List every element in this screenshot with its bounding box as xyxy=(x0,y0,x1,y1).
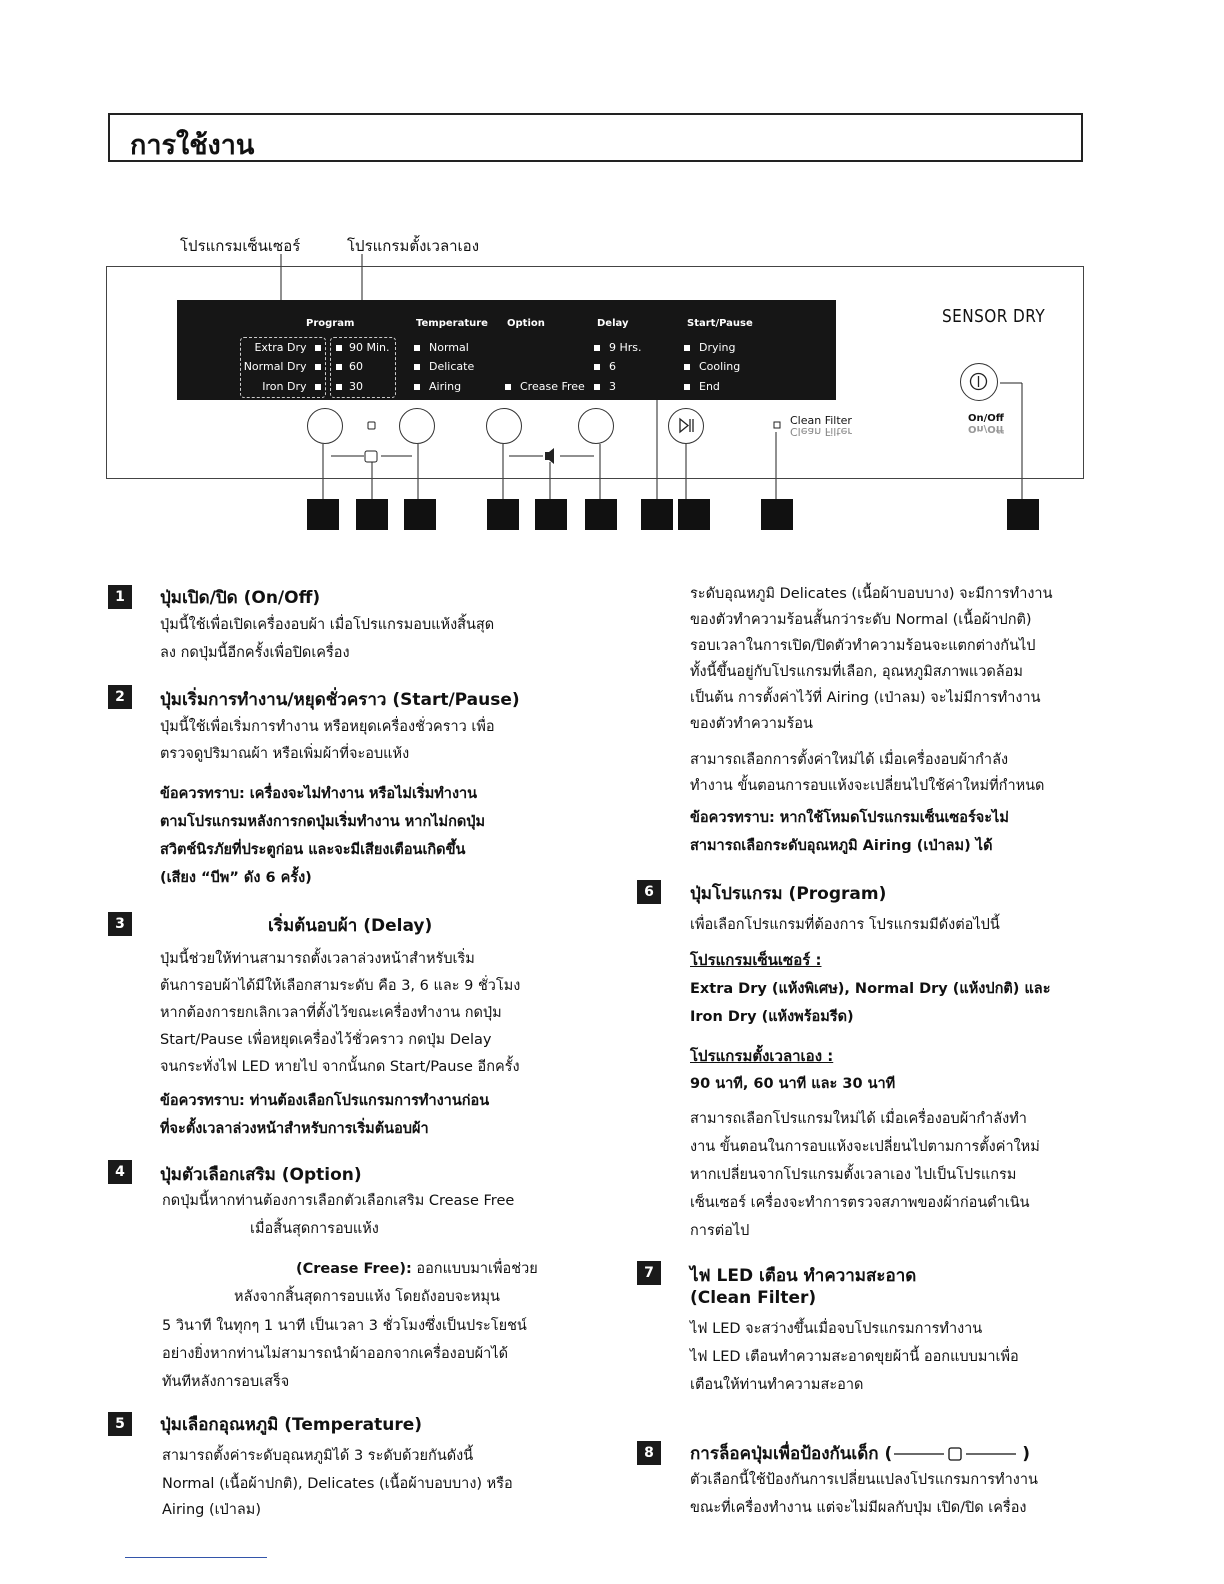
text-line: เป็นต้น การตั้งค่าไว้ที่ Airing (เป่าลม) จะไม่มีการทำงาน xyxy=(690,690,1041,706)
text-line: สามารถเลือกการตั้งค่าใหม่ได้ เมื่อเครื่องอบผ้ากำลัง xyxy=(690,752,1009,768)
program-60: 60 xyxy=(336,360,363,373)
text-line: ตัวเลือกนี้ใช้ป้องกันการเปลี่ยนแปลงโปรแกรมการทำงาน xyxy=(690,1472,1038,1488)
clean-filter-mirror: Clean Filter xyxy=(790,425,852,438)
section-number: 1 xyxy=(108,585,132,609)
header-start-pause: Start/Pause xyxy=(687,318,753,329)
text-line: หากต้องการยกเลิกเวลาที่ตั้งไว้ขณะเครื่องทำงาน กดปุ่ม xyxy=(160,1005,502,1021)
text-line: รอบเวลาในการเปิด/ปิดตัวทำความร้อนจะแตกต่างกันไป xyxy=(690,638,1036,654)
section-title: เริ่มต้นอบผ้า (Delay) xyxy=(268,916,433,936)
temp-normal: Normal xyxy=(414,341,469,354)
note-line: ข้อควรทราบ: หากใช้โหมดโปรแกรมเซ็นเซอร์จะไม่ xyxy=(690,810,1009,826)
text-line: เมื่อสิ้นสุดการอบแห้ง xyxy=(250,1221,379,1237)
text-line: Airing (เป่าลม) xyxy=(162,1502,262,1518)
callout-box xyxy=(307,499,339,530)
text-line: ระดับอุณหภูมิ Delicates (เนื้อผ้าบอบบาง) จะมีการทำงาน xyxy=(690,586,1053,602)
subheading: โปรแกรมตั้งเวลาเอง : xyxy=(690,1047,834,1065)
text-line: ของตัวทำความร้อน xyxy=(690,716,813,732)
text-line: สามารถเลือกโปรแกรมใหม่ได้ เมื่อเครื่องอบผ้ากำลังทำ xyxy=(690,1111,1027,1127)
section-title: ปุ่มเริ่มการทำงาน/หยุดชั่วคราว (Start/Pause) xyxy=(160,690,520,710)
start-pause-button[interactable] xyxy=(668,408,704,444)
temp-delicate: Delicate xyxy=(414,360,474,373)
section-title: ปุ่มโปรแกรม (Program) xyxy=(690,884,887,904)
callout-box xyxy=(535,499,567,530)
text-line: ของตัวทำความร้อนสั้นกว่าระดับ Normal (เนื้อผ้าปกติ) xyxy=(690,612,1032,628)
header-option: Option xyxy=(507,318,545,329)
program-timer-knob[interactable] xyxy=(399,408,435,444)
text-line: ทันทีหลังการอบเสร็จ xyxy=(162,1374,290,1390)
status-drying: Drying xyxy=(684,341,736,354)
callout-box xyxy=(641,499,673,530)
page-title: การใช้งาน xyxy=(130,130,255,161)
section-title: ไฟ LED เตือน ทำความสะอาด xyxy=(690,1266,917,1286)
text-line: 5 วินาที ในทุกๆ 1 นาที เป็นเวลา 3 ชั่วโมงซึ่งเป็นประโยชน์ xyxy=(162,1318,527,1334)
note-line: ข้อควรทราบ: เครื่องจะไม่ทำงาน หรือไม่เริ่มทำงาน xyxy=(160,786,478,802)
header-temperature: Temperature xyxy=(416,318,488,329)
text-line: (Crease Free): ออกแบบมาเพื่อช่วย xyxy=(296,1261,538,1277)
note-line: สวิตช์นิรภัยที่ประตูก่อน และจะมีเสียงเตือนเกิดขึ้น xyxy=(160,842,466,858)
text-line: หากเปลี่ยนจากโปรแกรมตั้งเวลาเอง ไปเป็นโปรแกรม xyxy=(690,1167,1017,1183)
program-sensor-knob[interactable] xyxy=(307,408,343,444)
header-program: Program xyxy=(306,318,355,329)
text-line: ปุ่มนี้ใช้เพื่อเปิดเครื่องอบผ้า เมื่อโปรแกรมอบแห้งสิ้นสุด xyxy=(160,617,495,633)
note-line: ข้อควรทราบ: ท่านต้องเลือกโปรแกรมการทำงานก่อน xyxy=(160,1093,490,1109)
status-end: End xyxy=(684,380,720,393)
callout-sensor: โปรแกรมเซ็นเซอร์ xyxy=(180,237,301,255)
text-line: เซ็นเซอร์ เครื่องจะทำการตรวจสภาพของผ้าก่อนดำเนิน xyxy=(690,1195,1030,1211)
callout-box xyxy=(678,499,710,530)
option-crease-free: Crease Free xyxy=(505,380,585,393)
text-line: หลังจากสิ้นสุดการอบแห้ง โดยถังอบจะหมุน xyxy=(234,1289,500,1305)
note-line: สามารถเลือกระดับอุณหภูมิ Airing (เป่าลม) ได้ xyxy=(690,838,993,854)
section-number: 4 xyxy=(108,1160,132,1184)
section-number: 2 xyxy=(108,685,132,709)
text-line: จนกระทั่งไฟ LED หายไป จากนั้นกด Start/Pause อีกครั้ง xyxy=(160,1059,520,1075)
callout-box xyxy=(487,499,519,530)
text-line: ไฟ LED เตือนทำความสะอาดขุยผ้านี้ ออกแบบมาเพื่อ xyxy=(690,1349,1019,1365)
text-line: การต่อไป xyxy=(690,1223,750,1239)
program-extra-dry: Extra Dry xyxy=(254,341,321,354)
section-title-2: (Clean Filter) xyxy=(690,1288,817,1308)
delay-knob[interactable] xyxy=(578,408,614,444)
callout-timer: โปรแกรมตั้งเวลาเอง xyxy=(347,237,480,255)
section-title: ปุ่มตัวเลือกเสริม (Option) xyxy=(160,1165,362,1185)
text-line: ต้นการอบผ้าได้มีให้เลือกสามระดับ คือ 3, 6 และ 9 ชั่วโมง xyxy=(160,978,521,994)
text-line: ไฟ LED จะสว่างขึ้นเมื่อจบโปรแกรมการทำงาน xyxy=(690,1321,983,1337)
text-line: Normal (เนื้อผ้าปกติ), Delicates (เนื้อผ้าบอบบาง) หรือ xyxy=(162,1476,513,1492)
subheading: โปรแกรมเซ็นเซอร์ : xyxy=(690,951,822,969)
brand-label: SENSOR DRY xyxy=(942,306,1046,327)
text-line: กดปุ่มนี้หากท่านต้องการเลือกตัวเลือกเสริม Crease Free xyxy=(162,1193,515,1209)
program-iron-dry: Iron Dry xyxy=(262,380,321,393)
callout-box xyxy=(1007,499,1039,530)
section-title: การล็อคปุ่มเพื่อป้องกันเด็ก ( ) xyxy=(690,1444,1031,1464)
note-line: ที่จะตั้งเวลาล่วงหน้าสำหรับการเริ่มต้นอบผ้า xyxy=(160,1121,429,1137)
delay-3: 3 xyxy=(594,380,616,393)
power-icon xyxy=(961,364,996,399)
text-line: Start/Pause เพื่อหยุดเครื่องไว้ชั่วคราว กดปุ่ม Delay xyxy=(160,1032,492,1048)
clean-filter-label: Clean Filter xyxy=(790,414,852,427)
text-line: ตรวจดูปริมาณผ้า หรือเพิ่มผ้าที่จะอบแห้ง xyxy=(160,746,410,762)
callout-box xyxy=(356,499,388,530)
bold-line: Iron Dry (แห้งพร้อมรีด) xyxy=(690,1009,854,1025)
text-line: ทั้งนี้ขึ้นอยู่กับโปรแกรมที่เลือก, อุณหภูมิสภาพแวดล้อม xyxy=(690,664,1023,680)
delay-9: 9 Hrs. xyxy=(594,341,642,354)
on-off-mirror: On/Off xyxy=(968,423,1004,434)
section-number: 7 xyxy=(637,1261,661,1285)
text-line: สามารถตั้งค่าระดับอุณหภูมิได้ 3 ระดับด้วยกันดังนี้ xyxy=(162,1448,474,1464)
temp-airing: Airing xyxy=(414,380,461,393)
text-line: ขณะที่เครื่องทำงาน แต่จะไม่มีผลกับปุ่ม เปิด/ปิด เครื่อง xyxy=(690,1500,1027,1516)
program-90: 90 Min. xyxy=(336,341,390,354)
bold-line: Extra Dry (แห้งพิเศษ), Normal Dry (แห้งปกติ) และ xyxy=(690,981,1051,997)
text-line: ลง กดปุ่มนี้อีกครั้งเพื่อปิดเครื่อง xyxy=(160,645,350,661)
text-line: เตือนให้ท่านทำความสะอาด xyxy=(690,1377,864,1393)
text-line: ทำงาน ขั้นตอนการอบแห้งจะเปลี่ยนไปใช้ค่าใหม่ที่กำหนด xyxy=(690,778,1045,794)
section-number: 5 xyxy=(108,1412,132,1436)
callout-box xyxy=(585,499,617,530)
callout-box xyxy=(404,499,436,530)
header-delay: Delay xyxy=(597,318,629,329)
text-line: งาน ขั้นตอนในการอบแห้งจะเปลี่ยนไปตามการตั้งค่าใหม่ xyxy=(690,1139,1040,1155)
section-number: 8 xyxy=(637,1441,661,1465)
footer-rule xyxy=(125,1557,267,1558)
bold-line: 90 นาที, 60 นาที และ 30 นาที xyxy=(690,1076,896,1092)
on-off-label: On/Off xyxy=(968,413,1004,424)
program-30: 30 xyxy=(336,380,363,393)
section-title: ปุ่มเปิด/ปิด (On/Off) xyxy=(160,588,321,608)
text-line: เพื่อเลือกโปรแกรมที่ต้องการ โปรแกรมมีดังต่อไปนี้ xyxy=(690,917,1000,933)
on-off-button[interactable] xyxy=(960,363,998,401)
note-line: (เสียง “บีพ” ดัง 6 ครั้ง) xyxy=(160,870,312,886)
section-number: 6 xyxy=(637,880,661,904)
section-number: 3 xyxy=(108,912,132,936)
text-line: ปุ่มนี้ช่วยให้ท่านสามารถตั้งเวลาล่วงหน้าสำหรับเริ่ม xyxy=(160,951,475,967)
status-cooling: Cooling xyxy=(684,360,740,373)
callout-box xyxy=(761,499,793,530)
text-line: ปุ่มนี้ใช้เพื่อเริ่มการทำงาน หรือหยุดเครื่องชั่วคราว เพื่อ xyxy=(160,719,495,735)
option-knob[interactable] xyxy=(486,408,522,444)
lock-icon xyxy=(892,1446,1022,1462)
text-line: อย่างยิ่งหากท่านไม่สามารถนำผ้าออกจากเครื่องอบผ้าได้ xyxy=(162,1346,509,1362)
program-normal-dry: Normal Dry xyxy=(244,360,321,373)
section-title: ปุ่มเลือกอุณหภูมิ (Temperature) xyxy=(160,1415,423,1435)
play-pause-icon xyxy=(669,409,702,442)
delay-6: 6 xyxy=(594,360,616,373)
note-line: ตามโปรแกรมหลังการกดปุ่มเริ่มทำงาน หากไม่กดปุ่ม xyxy=(160,814,486,830)
